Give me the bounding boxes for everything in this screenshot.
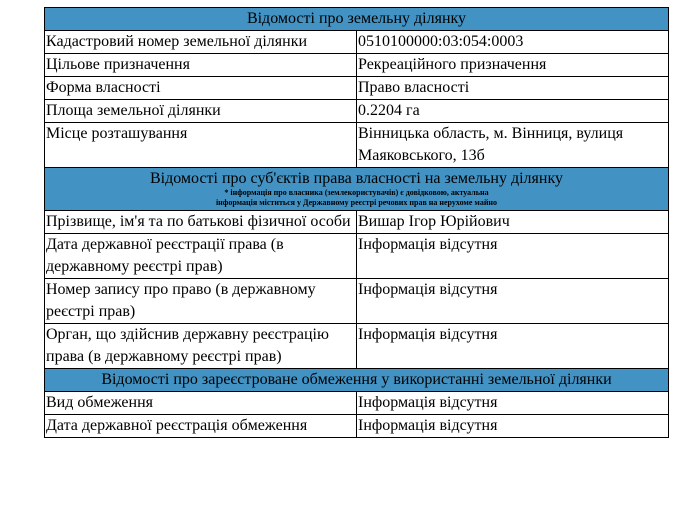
area-value: 0.2204 га bbox=[357, 100, 669, 123]
registration-date-value: Інформація відсутня bbox=[357, 234, 669, 279]
restriction-type-label: Вид обмеження bbox=[45, 392, 357, 415]
table-row bbox=[45, 234, 669, 279]
record-number-value: Інформація відсутня bbox=[357, 279, 669, 324]
table-row bbox=[45, 54, 669, 77]
table-row bbox=[45, 123, 669, 168]
cadastral-number-value: 0510100000:03:054:0003 bbox=[357, 31, 669, 54]
location-cell bbox=[357, 123, 669, 168]
table-row bbox=[45, 279, 669, 324]
land-section-header: Відомості про земельну ділянку bbox=[45, 8, 669, 31]
restriction-date-value: Інформація відсутня bbox=[357, 415, 669, 438]
owner-section-header: Відомості про суб'єктів права власності на земельну ділянку bbox=[149, 170, 564, 187]
restriction-section-header-row bbox=[45, 369, 669, 392]
table-row bbox=[45, 415, 669, 438]
restriction-section-header: Відомості про зареєстроване обмеження у використанні земельної ділянки bbox=[45, 369, 669, 392]
ownership-form-value: Право власності bbox=[357, 77, 669, 100]
owner-section-header-row bbox=[45, 168, 669, 211]
table-row bbox=[45, 77, 669, 100]
location-label: Місце розташування bbox=[45, 123, 357, 168]
ownership-form-label: Форма власності bbox=[45, 77, 357, 100]
location-value: Вінницька область, м. Вінниця, вулиця Маяковського, 13б bbox=[358, 125, 624, 163]
table-row bbox=[45, 31, 669, 54]
restriction-date-label: Дата державної реєстрація обмеження bbox=[45, 415, 357, 438]
restriction-type-value: Інформація відсутня bbox=[357, 392, 669, 415]
cadastral-number-label: Кадастровий номер земельної ділянки bbox=[45, 31, 357, 54]
owner-name-label: Прізвище, ім'я та по батькові фізичної особи bbox=[45, 211, 357, 234]
purpose-value: Рекреаційного призначення bbox=[357, 54, 669, 77]
purpose-label: Цільове призначення bbox=[45, 54, 357, 77]
table-row bbox=[45, 392, 669, 415]
table-row bbox=[45, 324, 669, 369]
area-label: Площа земельної ділянки bbox=[45, 100, 357, 123]
registering-authority-label: Орган, що здійснив державну реєстрацію права (в державному реєстрі прав) bbox=[45, 324, 357, 369]
registration-date-label: Дата державної реєстрації права (в державному реєстрі прав) bbox=[45, 234, 357, 279]
table-row bbox=[45, 100, 669, 123]
owner-note-line-1: * інформація про власника (землекористувачів) є довідковою, актуальна bbox=[224, 188, 489, 197]
record-number-label: Номер запису про право (в державному реєстрі прав) bbox=[45, 279, 357, 324]
owner-section-header-cell bbox=[45, 168, 669, 211]
registering-authority-value: Інформація відсутня bbox=[357, 324, 669, 369]
owner-note-line-2: інформація міститься у Державному реєстрі речових прав на нерухоме майно bbox=[215, 198, 498, 207]
land-info-table bbox=[44, 7, 669, 438]
table-row bbox=[45, 211, 669, 234]
land-section-header-row bbox=[45, 8, 669, 31]
owner-name-value: Вишар Ігор Юрійович bbox=[357, 211, 669, 234]
